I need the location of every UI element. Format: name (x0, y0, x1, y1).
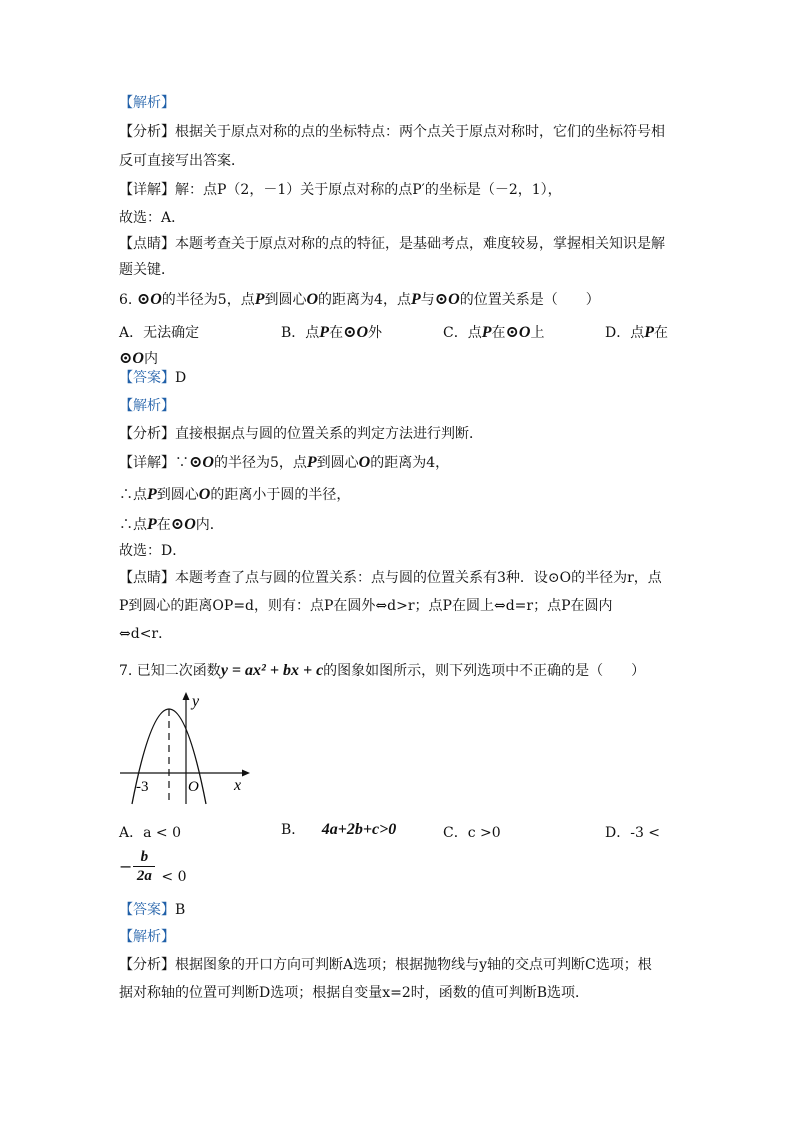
circle-symbol: ⊙O (505, 324, 531, 341)
comment-text-cont: 题关键． (119, 262, 175, 278)
option-d-cont (119, 349, 158, 369)
point-p: P (147, 486, 157, 503)
circle-symbol: ⊙O (170, 516, 196, 533)
comment-text: 【点睛】本题考查关于原点对称的点的特征，是基础考点，难度较易，掌握相关知识是解 (119, 236, 665, 252)
circle-symbol: ⊙O (434, 291, 460, 308)
section-heading-jiexi: 【解析】 (119, 95, 175, 111)
point-o: O (358, 454, 371, 471)
answer-label: 【答案】 (119, 902, 175, 918)
option-d (605, 323, 668, 343)
y-axis-arrow-icon (183, 692, 190, 700)
point-p: P (319, 324, 330, 341)
choice-text: 故选：A． (119, 210, 186, 226)
fraction (133, 848, 155, 885)
choice-text: 故选：D． (119, 543, 187, 559)
section-heading-jiexi: 【解析】 (119, 398, 175, 414)
detail-prefix: 【详解】∵ (119, 455, 189, 471)
point-p: P (306, 454, 317, 471)
point-p: P (254, 291, 265, 308)
stem-text: 与 (420, 292, 435, 308)
minus-sign: − (119, 857, 133, 876)
origin-label: O (188, 779, 199, 795)
fraction-suffix: < 0 (161, 868, 187, 885)
stem-text: 7. 已知二次函数 (119, 663, 221, 679)
option-a: A．a < 0 (119, 825, 181, 841)
stem-text: 的图象如图所示，则下列选项中不正确的是（ ） (323, 663, 646, 679)
fraction-numerator: b (140, 849, 149, 865)
circle-symbol: ⊙O (119, 350, 144, 367)
quadratic-formula: y = ax² + bx + c (220, 662, 324, 679)
answer-line (119, 900, 185, 920)
detail-text-part: 在 (156, 517, 171, 533)
detail-text-part: 的距离小于圆的半径， (210, 487, 351, 503)
x-axis-label: x (234, 777, 242, 794)
analysis-text-cont: 反可直接写出答案． (119, 153, 245, 169)
stem-text: 的半径为5，点 (161, 292, 255, 308)
point-o: O (306, 291, 319, 308)
analysis-text: 【分析】根据图象的开口方向可判断A选项；根据抛物线与y轴的交点可判断C选项；根 (119, 957, 652, 973)
fraction-denominator: 2a (136, 868, 152, 884)
option-label: B．点 (281, 325, 320, 341)
option-c (443, 323, 544, 343)
option-text: 在 (329, 325, 344, 341)
circle-symbol: ⊙O (343, 324, 369, 341)
option-label: D．点 (605, 325, 645, 341)
therefore-prefix: ∴点 (119, 487, 147, 503)
analysis-text: 【分析】直接根据点与圆的位置关系的判定方法进行判断． (119, 426, 483, 442)
analysis-text-cont: 据对称轴的位置可判断D选项；根据自变量x=2时，函数的值可判断B选项． (119, 985, 590, 1001)
comment-text-cont: P到圆心的距离OP=d，则有：点P在圆外⇔d>r；点P在圆上⇔d=r；点P在圆内 (119, 598, 613, 614)
detail-text-part: 到圆心 (316, 455, 359, 471)
detail-text-part: 的半径为5，点 (213, 455, 307, 471)
option-b (281, 323, 382, 343)
stem-text: 的位置关系是（ ） (459, 292, 600, 308)
question-7-stem (119, 661, 645, 681)
point-p: P (147, 516, 157, 533)
option-b-formula: 4a+2b+c>0 (321, 821, 397, 838)
detail-text: 【详解】解：点P（2，－1）关于原点对称的点P′的坐标是（－2，1）， (119, 182, 562, 198)
detail-text-part: 到圆心 (156, 487, 199, 503)
option-text: 上 (530, 325, 545, 341)
option-text: 在 (654, 325, 669, 341)
option-text: 内 (143, 351, 158, 367)
circle-symbol: ⊙O (189, 454, 214, 471)
stem-text: 的距离为4，点 (318, 292, 411, 308)
option-label: C．点 (443, 325, 482, 341)
point-o: O (198, 486, 211, 503)
option-b (281, 820, 396, 840)
answer-label: 【答案】 (119, 370, 175, 386)
option-label: B． (281, 822, 306, 838)
detail-text-part: 内． (195, 517, 224, 533)
option-d: D．-3 < (605, 825, 661, 841)
comment-text: 【点睛】本题考查了点与圆的位置关系：点与圆的位置关系有3种．设⊙O的半径为r，点 (119, 570, 662, 586)
option-text: 外 (368, 325, 383, 341)
circle-symbol: ⊙O (136, 291, 162, 308)
point-p: P (410, 291, 421, 308)
point-p: P (644, 324, 655, 341)
option-c: C．c >0 (443, 825, 501, 841)
neg-3-label: -3 (136, 779, 149, 795)
question-number: 6. (119, 292, 133, 308)
parabola-graph (118, 690, 258, 806)
stem-text: 到圆心 (264, 292, 307, 308)
option-text: 在 (491, 325, 506, 341)
detail-step-1 (119, 485, 350, 505)
question-6-stem (119, 290, 600, 310)
detail-text-part: 的距离为4， (370, 455, 450, 471)
analysis-text: 【分析】根据关于原点对称的点的坐标特点：两个点关于原点对称时，它们的坐标符号相 (119, 124, 665, 140)
option-a: A．无法确定 (119, 325, 200, 341)
detail-text (119, 453, 449, 473)
answer-value: B (175, 902, 186, 918)
point-p: P (481, 324, 492, 341)
x-axis-arrow-icon (242, 770, 250, 777)
detail-step-2 (119, 515, 224, 535)
option-d-fraction (119, 848, 187, 885)
section-heading-jiexi: 【解析】 (119, 929, 175, 945)
therefore-prefix: ∴点 (119, 517, 147, 533)
answer-line (119, 368, 186, 388)
comment-text-cont: ⇔d<r． (119, 626, 173, 642)
answer-value: D (175, 370, 187, 386)
y-axis-label: y (192, 693, 200, 710)
